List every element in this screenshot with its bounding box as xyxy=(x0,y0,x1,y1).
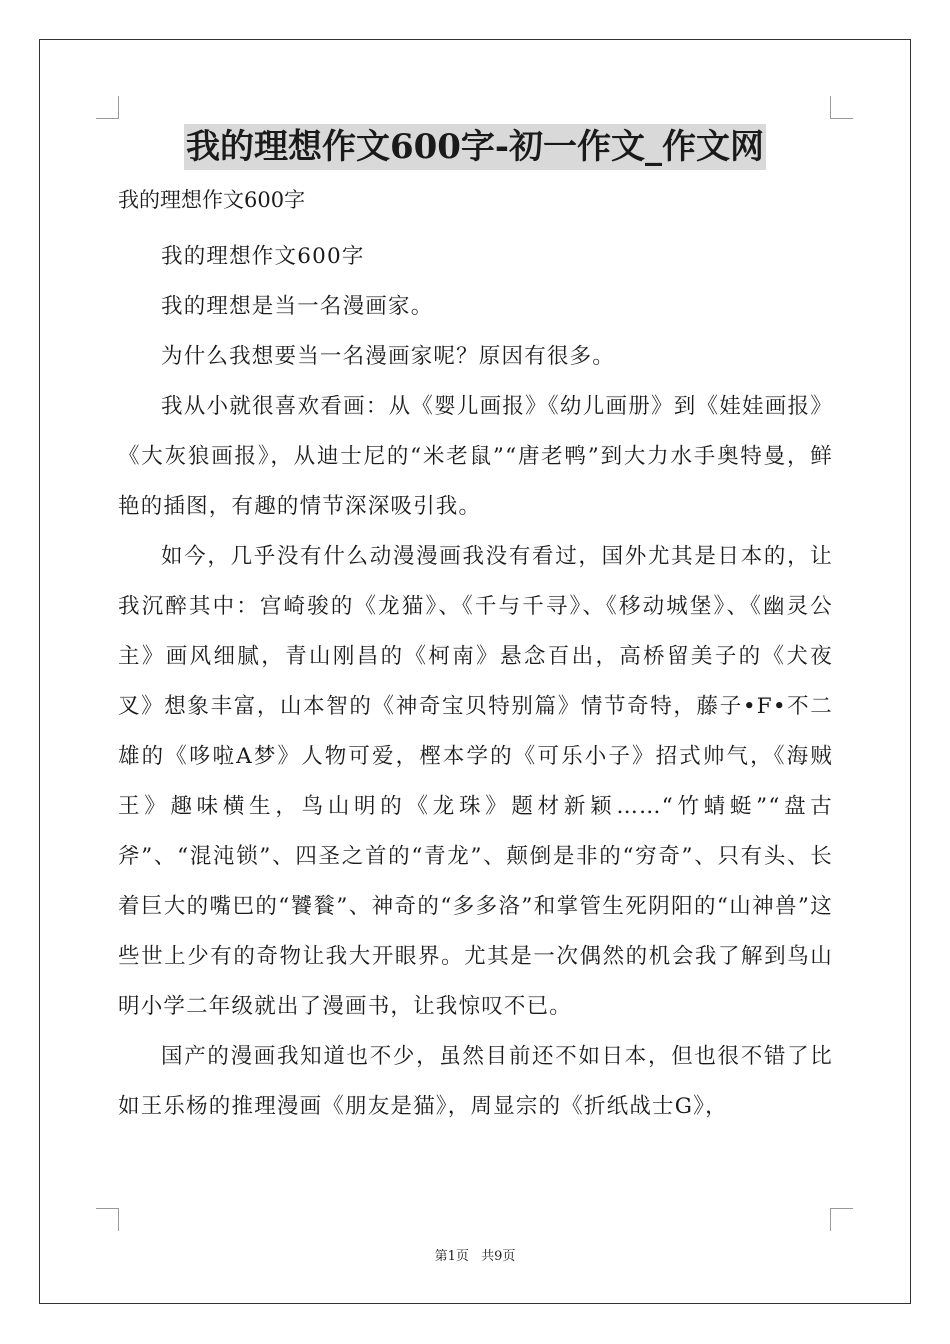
title-container xyxy=(0,124,950,170)
document-title: 我的理想作文600字-初一作文_作文网 xyxy=(184,124,766,170)
page-footer xyxy=(0,1248,950,1266)
paragraph: 国产的漫画我知道也不少，虽然目前还不如日本，但也很不错了比如王乐杨的推理漫画《朋友是猫》，周显宗的《折纸战士G》， xyxy=(118,1044,833,1119)
paragraph: 如今，几乎没有什么动漫漫画我没有看过，国外尤其是日本的，让我沉醉其中：宫崎骏的《龙猫》、《千与千寻》、《移动城堡》、《幽灵公主》画风细腻，青山刚昌的《柯南》悬念百出，高桥留美子的《犬夜叉》想象丰富，山本智的《神奇宝贝特别篇》情节奇特，藤子•F•不二雄的《哆啦A梦》人物可爱，樫本学的《可乐小子》招式帅气，《海贼王》趣味横生，鸟山明的《龙珠》题材新颖……“竹蜻蜓”“盘古斧”、“混沌锁”、四圣之首的“青龙”、颠倒是非的“穷奇”、只有头、长着巨大的嘴巴的“饕餮”、神奇的“多多洛”和掌管生死阴阳的“山神兽”这些世上少有的奇物让我大开眼界。尤其是一次偶然的机会我了解到鸟山明小学二年级就出了漫画书，让我惊叹不已。 xyxy=(118,544,833,1019)
crop-mark-top-right xyxy=(830,96,853,119)
paragraph: 为什么我想要当一名漫画家呢？原因有很多。 xyxy=(161,344,616,369)
crop-mark-top-left xyxy=(96,96,119,119)
paragraph: 我从小就很喜欢看画：从《婴儿画报》《幼儿画册》到《娃娃画报》《大灰狼画报》，从迪士尼的“米老鼠”“唐老鸭”到大力水手奥特曼，鲜艳的插图，有趣的情节深深吸引我。 xyxy=(118,394,833,519)
paragraph: 我的理想是当一名漫画家。 xyxy=(161,294,434,319)
paragraph: 我的理想作文600字 xyxy=(161,244,365,269)
page-number: 第1页 xyxy=(434,1249,469,1264)
document-subtitle: 我的理想作文600字 xyxy=(118,188,306,212)
crop-mark-bottom-left xyxy=(96,1208,119,1231)
page-total: 共9页 xyxy=(481,1249,516,1264)
crop-mark-bottom-right xyxy=(830,1208,853,1231)
document-body xyxy=(118,232,833,1132)
